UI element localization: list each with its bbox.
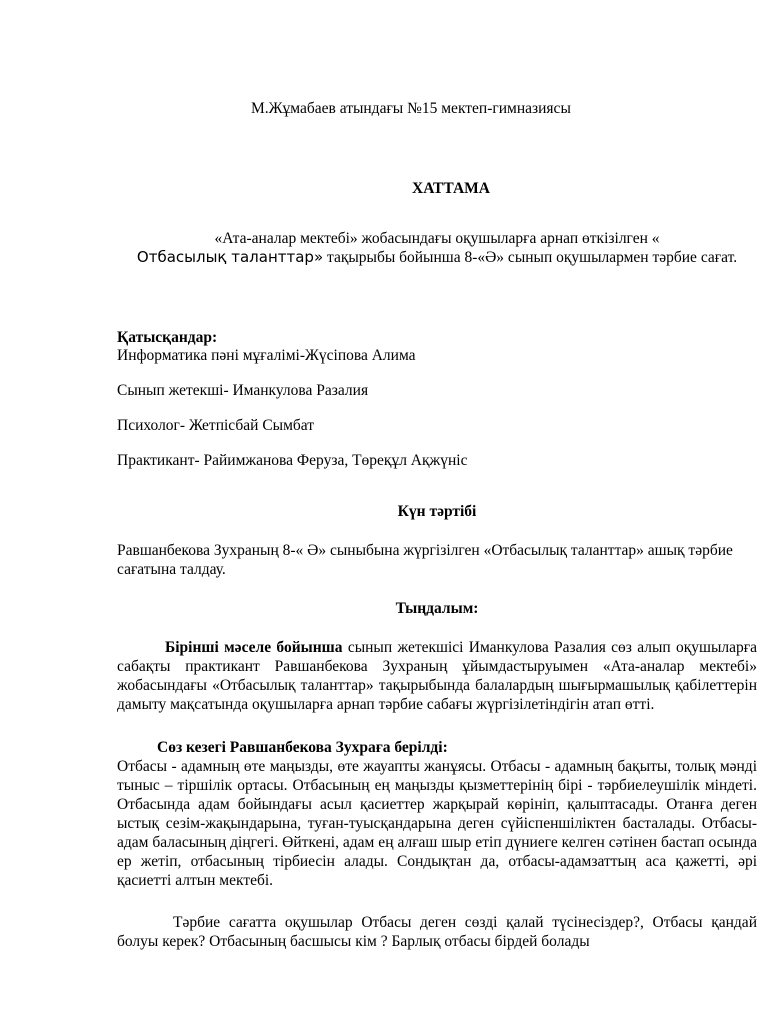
document-title: ХАТТАМА <box>412 180 490 197</box>
first-issue-lead: Бірінші мәселе бойынша <box>165 639 343 656</box>
subject-part-3: тақырыбы бойынша 8-«Ә» сынып оқушылармен тәрбие сағат. <box>323 249 738 266</box>
meeting-subject <box>117 229 757 267</box>
participant-item: Психолог- Жетпісбай Сымбат <box>117 417 315 434</box>
hearing-heading: Тыңдалым: <box>395 600 479 617</box>
subject-part-1: «Ата-аналар мектебі» жобасындағы оқушыларға арнап өткізілген « <box>214 230 660 247</box>
participants-heading: Қатысқандар: <box>117 329 218 346</box>
agenda-text: Равшанбекова Зухраның 8-« Ә» сыныбына жүргізілген «Отбасылық таланттар» ашық тәрбие сағатына талдау. <box>117 542 733 578</box>
body-paragraph: Тәрбие сағатта оқушылар Отбасы деген сөзді қалай түсінесіздер?, Отбасы қандай болуы керек? Отбасының басшысы кім ? Барлық отбасы бірдей болады <box>117 914 757 950</box>
participant-item: Информатика пәні мұғалімі-Жүсіпова Алима <box>117 347 416 364</box>
participant-item: Сынып жетекші- Иманкулова Разалия <box>117 382 369 399</box>
first-issue-text: сынып жетекшісі Иманкулова Разалия сөз алып оқушыларға сабақты практикант Равшанбекова Зухраның ұйымдастыруымен «Ата-аналар мектебі» жобасындағы «Отбасылық таланттар» тақырыбында балалардың шығырмашылық қабілеттерін дамыту мақсатында оқушыларға арнап тәрбие сабағы жүргізілетіндігін атап өтті. <box>117 639 757 713</box>
floor-given-line: Сөз кезегі Равшанбековa Зухраға берілді: <box>157 739 448 756</box>
agenda-heading: Күн тәртібі <box>397 503 477 520</box>
first-issue-paragraph <box>117 638 757 714</box>
participant-item: Практикант- Райимжанова Феруза, Төреқұл Ақжүніс <box>117 452 468 469</box>
body-paragraph: Отбасы - адамның өте маңызды, өте жауапты жанұясы. Отбасы - адамның бақыты, толық мәнді тыныс – тіршілік ортасы. Отбасының ең маңызды қызметтерінің бірі - тәрбиелеушілік міндеті. Отбасында адам бойындағы асыл қасиеттер жарқырай көрініп, қалыптасады. Отанға деген ыстық сезім-жақындарына, туған-туысқандарына деген сүйіспеншіліктен басталады. Отбасы- адам баласының діңгегі. Өйткені, адам ең алғаш шыр етіп дүниеге келген сәтінен бастап осында ер жетіп, отбасының тірбиесін алады. Сондықтан да, отбасы-адамзаттың аса қажетті, әрі қасиетті алтын мектебі. <box>117 758 757 889</box>
subject-part-2: Отбасылық таланттар» <box>136 248 324 266</box>
school-name: М.Жұмабаев атындағы №15 мектеп-гимназиясы <box>251 100 571 117</box>
